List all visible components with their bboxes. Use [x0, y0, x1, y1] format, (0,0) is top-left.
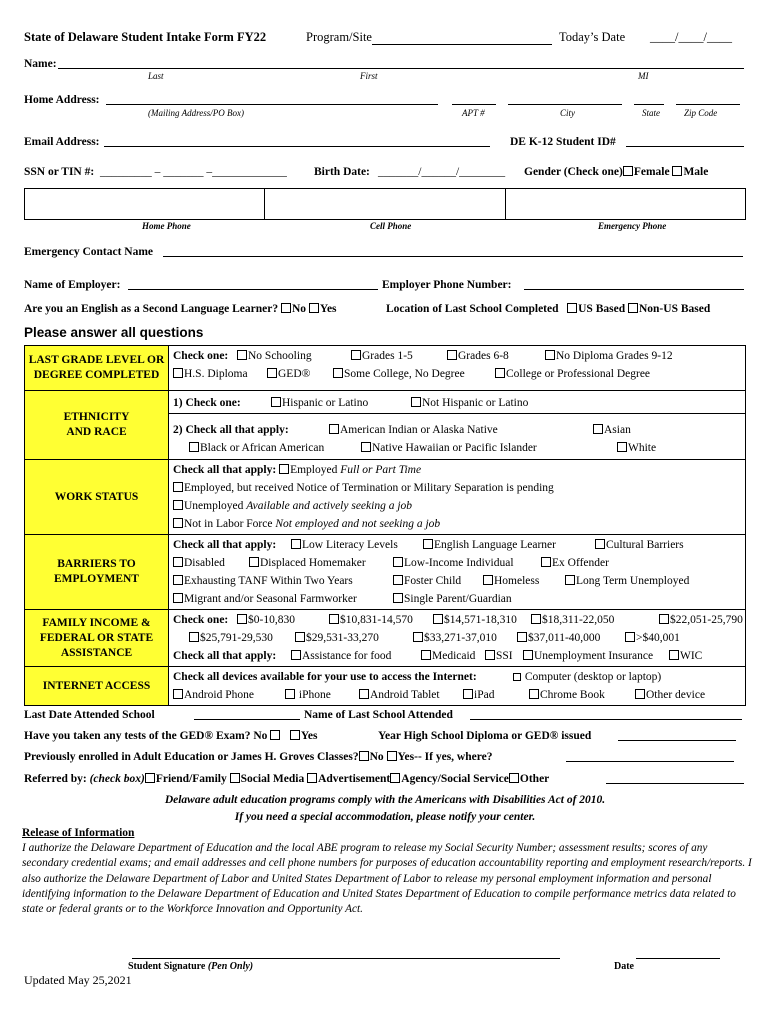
- name-label: Name:: [24, 58, 57, 70]
- name-sub-first: First: [360, 71, 378, 81]
- prev-yes-checkbox[interactable]: [387, 751, 397, 761]
- grade-options: Check one: No Schooling Grades 1-5 Grades 6-8 No Diploma Grades 9-12 H.S. Diploma GED® Some College, No Degree College or Professional Degree: [169, 346, 746, 391]
- section-heading: Please answer all questions: [24, 325, 204, 340]
- android-tablet-checkbox[interactable]: [359, 689, 369, 699]
- american-indian-checkbox[interactable]: [329, 424, 339, 434]
- cell-phone-field[interactable]: [265, 189, 505, 219]
- signature-date-line[interactable]: [636, 958, 720, 959]
- ada-notice-line1: Delaware adult education programs comply with the Americans with Disabilities Act of 2010.: [164, 794, 606, 806]
- low-literacy-checkbox[interactable]: [291, 539, 301, 549]
- barriers-options: Check all that apply: Low Literacy Levels English Language Learner Cultural Barriers Disabled Displaced Homemaker Low-Income Individual Ex Offender Exhausting TANF Within Two Years Foster Child Homeless Long Term Unemployed Migrant and/or Seasonal Farmworker Single Parent/Guardian: [169, 535, 746, 610]
- food-assistance-checkbox[interactable]: [291, 650, 301, 660]
- male-option-label: Male: [683, 166, 709, 178]
- address-sub-zip: Zip Code: [684, 108, 718, 118]
- non-us-based-checkbox[interactable]: [628, 303, 638, 313]
- last-date-attended-label: Last Date Attended School: [24, 709, 155, 721]
- todays-date-field[interactable]: ____/____/____: [650, 30, 732, 44]
- signature-line[interactable]: [132, 958, 560, 959]
- cell-phone-label: Cell Phone: [370, 221, 412, 231]
- female-checkbox[interactable]: [623, 166, 633, 176]
- employer-phone-field[interactable]: [524, 277, 744, 290]
- income-10-checkbox[interactable]: [625, 632, 635, 642]
- single-parent-checkbox[interactable]: [393, 593, 403, 603]
- name-sub-last: Last: [148, 71, 164, 81]
- employer-label: Name of Employer:: [24, 279, 121, 291]
- ethnicity-options: 1) Check one: Hispanic or Latino Not Hispanic or Latino 2) Check all that apply: American Indian or Alaska Native Asian Black or African American Native Hawaiian or Pacific Islander White: [169, 391, 746, 460]
- low-income-checkbox[interactable]: [393, 557, 403, 567]
- prev-where-field[interactable]: [566, 749, 734, 762]
- ssn-field[interactable]: _________ – _______ –_____________: [100, 166, 287, 178]
- grade-level-label: LAST GRADE LEVEL OR DEGREE COMPLETED: [25, 346, 169, 391]
- ssn-label: SSN or TIN #:: [24, 166, 95, 178]
- employer-phone-label: Employer Phone Number:: [382, 279, 512, 291]
- work-options: Check all that apply: Employed Full or Part Time Employed, but received Notice of Termination or Military Separation is pending Unemployed Available and actively seeking a job Not in Labor Force Not employed and not seeking a job: [169, 460, 746, 535]
- last-school-name-field[interactable]: [470, 707, 742, 720]
- city-field[interactable]: [508, 92, 622, 105]
- referred-other-field[interactable]: [606, 771, 744, 784]
- long-term-unemployed-checkbox[interactable]: [565, 575, 575, 585]
- income-4-checkbox[interactable]: [531, 614, 541, 624]
- income-6-checkbox[interactable]: [189, 632, 199, 642]
- ged-question: Have you taken any tests of the GED® Exam? No Yes: [24, 730, 318, 742]
- referred-agency-checkbox[interactable]: [390, 773, 400, 783]
- birth-date-label: Birth Date:: [314, 166, 370, 178]
- foster-child-checkbox[interactable]: [393, 575, 403, 585]
- birth-date-field[interactable]: _______/______/________: [378, 166, 506, 178]
- signature-label: Student Signature (Pen Only): [128, 961, 254, 972]
- home-address-field[interactable]: [106, 92, 438, 105]
- other-device-checkbox[interactable]: [635, 689, 645, 699]
- white-checkbox[interactable]: [617, 442, 627, 452]
- email-label: Email Address:: [24, 136, 100, 148]
- signature-date-label: Date: [614, 961, 634, 972]
- diploma-year-label: Year High School Diploma or GED® issued: [378, 730, 592, 742]
- esl-no-checkbox[interactable]: [281, 303, 291, 313]
- ethnicity-race-label: ETHNICITY AND RACE: [25, 391, 169, 460]
- work-status-label: WORK STATUS: [25, 460, 169, 535]
- emergency-contact-label: Emergency Contact Name: [24, 246, 154, 258]
- referred-social-media-checkbox[interactable]: [230, 773, 240, 783]
- income-5-checkbox[interactable]: [659, 614, 669, 624]
- last-school-name-label: Name of Last School Attended: [304, 709, 453, 721]
- emergency-phone-field[interactable]: [506, 189, 745, 219]
- ged-checkbox[interactable]: [267, 368, 277, 378]
- wic-checkbox[interactable]: [669, 650, 679, 660]
- employed-checkbox[interactable]: [279, 464, 289, 474]
- name-sub-mi: MI: [638, 71, 649, 81]
- hs-diploma-checkbox[interactable]: [173, 368, 183, 378]
- gender-label: Gender (Check one) Female Male: [524, 166, 709, 178]
- ada-notice-line2: If you need a special accommodation, please notify your center.: [234, 811, 536, 823]
- demographics-table: [24, 345, 746, 706]
- student-id-label: DE K-12 Student ID#: [510, 136, 616, 148]
- program-site-label: Program/Site: [306, 30, 552, 45]
- grades-1-5-checkbox[interactable]: [351, 350, 361, 360]
- income-8-checkbox[interactable]: [413, 632, 423, 642]
- ipad-checkbox[interactable]: [463, 689, 473, 699]
- ged-no-checkbox[interactable]: [270, 730, 280, 740]
- computer-checkbox[interactable]: [513, 673, 521, 681]
- prev-enrolled-question: Previously enrolled in Adult Education or James H. Groves Classes? No Yes-- If yes, where?: [24, 751, 493, 763]
- black-checkbox[interactable]: [189, 442, 199, 452]
- iphone-checkbox[interactable]: [285, 689, 295, 699]
- income-1-checkbox[interactable]: [237, 614, 247, 624]
- tanf-checkbox[interactable]: [173, 575, 183, 585]
- medicaid-checkbox[interactable]: [421, 650, 431, 660]
- home-address-label: Home Address:: [24, 94, 100, 106]
- updated-date: Updated May 25,2021: [24, 973, 132, 987]
- todays-date-label: Today’s Date: [559, 30, 626, 44]
- employer-field[interactable]: [128, 277, 378, 290]
- female-option-label: Female: [633, 166, 670, 178]
- barriers-label: BARRIERS TO EMPLOYMENT: [25, 535, 169, 610]
- income-label: FAMILY INCOME & FEDERAL OR STATE ASSISTANCE: [25, 610, 169, 667]
- referred-friend-checkbox[interactable]: [145, 773, 155, 783]
- no-diploma-checkbox[interactable]: [545, 350, 555, 360]
- last-date-attended-field[interactable]: [194, 707, 300, 720]
- homeless-checkbox[interactable]: [483, 575, 493, 585]
- program-site-field[interactable]: [372, 44, 552, 45]
- unemployment-insurance-checkbox[interactable]: [523, 650, 533, 660]
- home-phone-field[interactable]: [25, 189, 265, 219]
- release-heading: Release of Information: [22, 827, 135, 839]
- android-phone-checkbox[interactable]: [173, 689, 183, 699]
- esl-question: Are you an English as a Second Language Learner? No Yes: [24, 303, 337, 315]
- emergency-phone-label: Emergency Phone: [598, 221, 667, 231]
- grades-6-8-checkbox[interactable]: [447, 350, 457, 360]
- us-based-checkbox[interactable]: [567, 303, 577, 313]
- address-sub-state: State: [642, 108, 660, 118]
- income-options: Check one: $0-10,830 $10,831-14,570 $14,571-18,310 $18,311-22,050 $22,051-25,790 $25,791-29,530 $29,531-33,270 $33,271-37,010 $37,011-40,000 >$40,001 Check all that apply: Assistance for food Medicaid SSI Unemployment Insurance WIC: [169, 610, 746, 667]
- ell-checkbox[interactable]: [423, 539, 433, 549]
- internet-options: Check all devices available for your use to access the Internet: Computer (desktop or laptop) Android Phone iPhone Android Tablet iPad Chrome Book Other device: [169, 667, 746, 706]
- income-9-checkbox[interactable]: [517, 632, 527, 642]
- form-title: State of Delaware Student Intake Form FY22: [24, 30, 267, 44]
- cultural-barriers-checkbox[interactable]: [595, 539, 605, 549]
- home-phone-label: Home Phone: [142, 221, 191, 231]
- migrant-farmworker-checkbox[interactable]: [173, 593, 183, 603]
- address-sub-apt: APT #: [462, 108, 485, 118]
- referred-advertisement-checkbox[interactable]: [307, 773, 317, 783]
- termination-pending-checkbox[interactable]: [173, 482, 183, 492]
- not-hispanic-checkbox[interactable]: [411, 397, 421, 407]
- referred-other-checkbox[interactable]: [509, 773, 519, 783]
- last-school-location: Location of Last School Completed US Based Non-US Based: [386, 303, 711, 315]
- income-7-checkbox[interactable]: [295, 632, 305, 642]
- phone-boxes: [24, 188, 746, 220]
- zip-field[interactable]: [676, 92, 740, 105]
- email-field[interactable]: [104, 134, 490, 147]
- some-college-checkbox[interactable]: [333, 368, 343, 378]
- male-checkbox[interactable]: [672, 166, 682, 176]
- income-2-checkbox[interactable]: [329, 614, 339, 624]
- state-field[interactable]: [634, 92, 664, 105]
- asian-checkbox[interactable]: [593, 424, 603, 434]
- release-text: I authorize the Delaware Department of Education and the local ABE program to release my Social Security Number; assessment results; scores of any secondary credential exams; and email addresses and cell phone numbers for purposes of education accountability reporting and employment research/reports. I also authorize the Delaware Department of Labor and United States Department of Labor to release my personal employment information and personal identifying information to the Delaware Department of Education and United States Department of Education to compile performance metrics data related to state or federal grants or to the Workforce Innovation and Opportunity Act.: [22, 842, 752, 916]
- not-in-labor-force-checkbox[interactable]: [173, 518, 183, 528]
- address-sub-mailing: (Mailing Address/PO Box): [148, 108, 244, 118]
- emergency-contact-field[interactable]: [163, 244, 743, 257]
- prev-no-checkbox[interactable]: [359, 751, 369, 761]
- no-schooling-checkbox[interactable]: [237, 350, 247, 360]
- chromebook-checkbox[interactable]: [529, 689, 539, 699]
- hispanic-checkbox[interactable]: [271, 397, 281, 407]
- internet-access-label: INTERNET ACCESS: [25, 667, 169, 706]
- income-3-checkbox[interactable]: [433, 614, 443, 624]
- apt-field[interactable]: [452, 92, 496, 105]
- college-degree-checkbox[interactable]: [495, 368, 505, 378]
- hawaiian-checkbox[interactable]: [361, 442, 371, 452]
- esl-yes-checkbox[interactable]: [309, 303, 319, 313]
- referred-by: Referred by: (check box) Friend/Family Social Media Advertisement Agency/Social Service Other: [24, 773, 550, 785]
- ex-offender-checkbox[interactable]: [541, 557, 551, 567]
- diploma-year-field[interactable]: [618, 728, 736, 741]
- displaced-homemaker-checkbox[interactable]: [249, 557, 259, 567]
- name-field[interactable]: [58, 56, 744, 69]
- unemployed-checkbox[interactable]: [173, 500, 183, 510]
- ged-yes-checkbox[interactable]: [290, 730, 300, 740]
- student-id-field[interactable]: [626, 134, 744, 147]
- ssi-checkbox[interactable]: [485, 650, 495, 660]
- address-sub-city: City: [560, 108, 575, 118]
- disabled-checkbox[interactable]: [173, 557, 183, 567]
